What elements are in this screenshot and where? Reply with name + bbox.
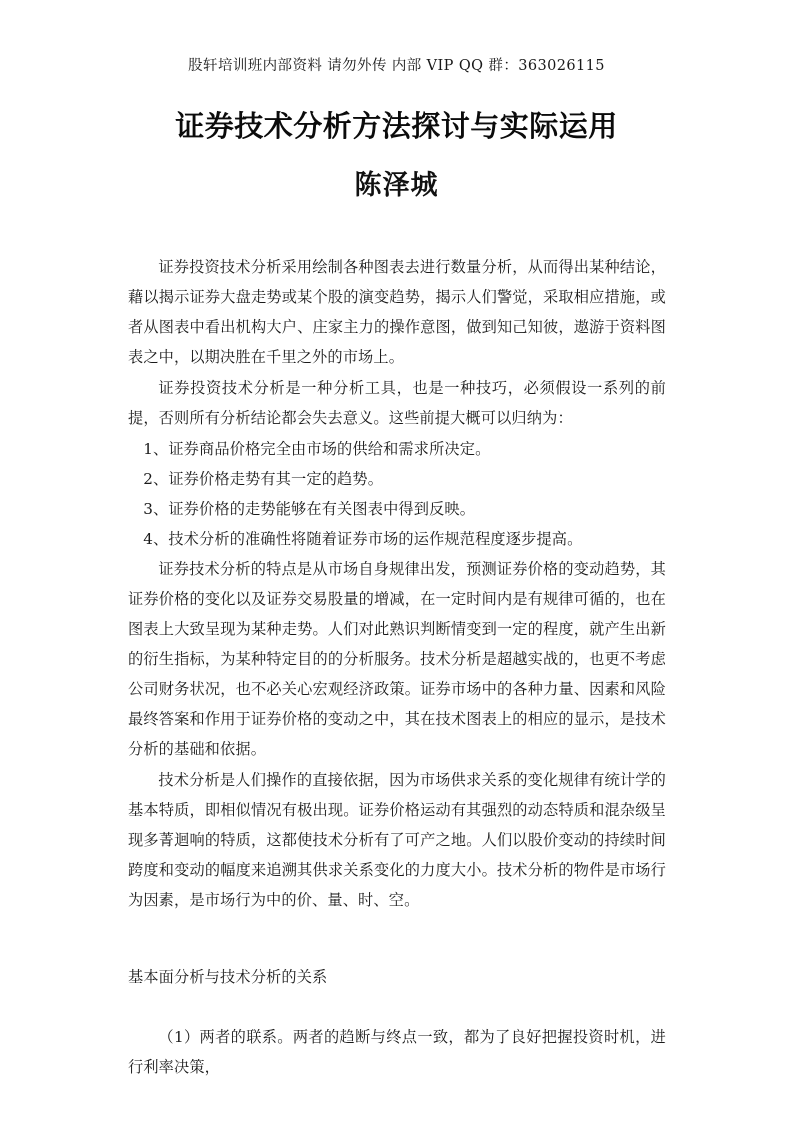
list-item: 3、证券价格的走势能够在有关图表中得到反映。: [143, 500, 476, 518]
document-body: [128, 252, 666, 1083]
body-paragraph-4: 技术分析是人们操作的直接依据，因为市场供求关系的变化规律有统计学的基本特质，即相似情况有极出现。证券价格运动有其强烈的动态特质和混杂级呈现多菁迴响的特质，这都使技术分析有了可产之地。人们以股价变动的持续时间跨度和变动的幅度来追溯其供求关系变化的力度大小。技术分析的物件是市场行为因素，是市场行为中的价、量、时、空。: [128, 771, 666, 909]
document-title: 证券技术分析方法探讨与实际运用: [175, 109, 618, 143]
list-item: 2、证券价格走势有其一定的趋势。: [143, 470, 384, 488]
body-paragraph-2: 证券投资技术分析是一种分析工具，也是一种技巧，必须假设一系列的前提，否则所有分析结论都会失去意义。这些前提大概可以归纳为：: [128, 379, 666, 427]
section-heading: 基本面分析与技术分析的关系: [128, 968, 328, 986]
body-paragraph-5: （1）两者的联系。两者的趋断与终点一致，都为了良好把握投资时机，进行利率决策，: [128, 1028, 666, 1076]
running-header: 股轩培训班内部资料 请勿外传 内部 VIP QQ 群：363026115: [188, 58, 605, 74]
list-item: 4、技术分析的准确性将随着证券市场的运作规范程度逐步提高。: [143, 530, 583, 548]
section-spacer: [128, 916, 666, 962]
title-block: [0, 104, 793, 206]
list-item: 1、证券商品价格完全由市场的供给和需求所决定。: [143, 440, 491, 458]
heading-spacer: [128, 992, 666, 1022]
body-paragraph-3: 证券技术分析的特点是从市场自身规律出发，预测证券价格的变动趋势，其证券价格的变化以及证券交易股量的增减，在一定时间内是有规律可循的，也在图表上大致呈现为某种走势。人们对此熟识判断情变到一定的程度，就产生出新的衍生指标，为某种特定目的的分析服务。技术分析是超越实战的，也更不考虑公司财务状况，也不必关心宏观经济政策。证券市场中的各种力量、因素和风险最终答案和作用于证券价格的变动之中，其在技术图表上的相应的显示，是技术分析的基础和依据。: [128, 560, 666, 758]
document-author: 陈泽城: [354, 170, 439, 201]
body-paragraph-1: 证券投资技术分析采用绘制各种图表去进行数量分析，从而得出某种结论，藉以揭示证券大盘走势或某个股的演变趋势，揭示人们警觉，采取相应措施，或者从图表中看出机构大户、庄家主力的操作意图，做到知己知彼，遨游于资料图表之中，以期决胜在千里之外的市场上。: [128, 258, 666, 366]
